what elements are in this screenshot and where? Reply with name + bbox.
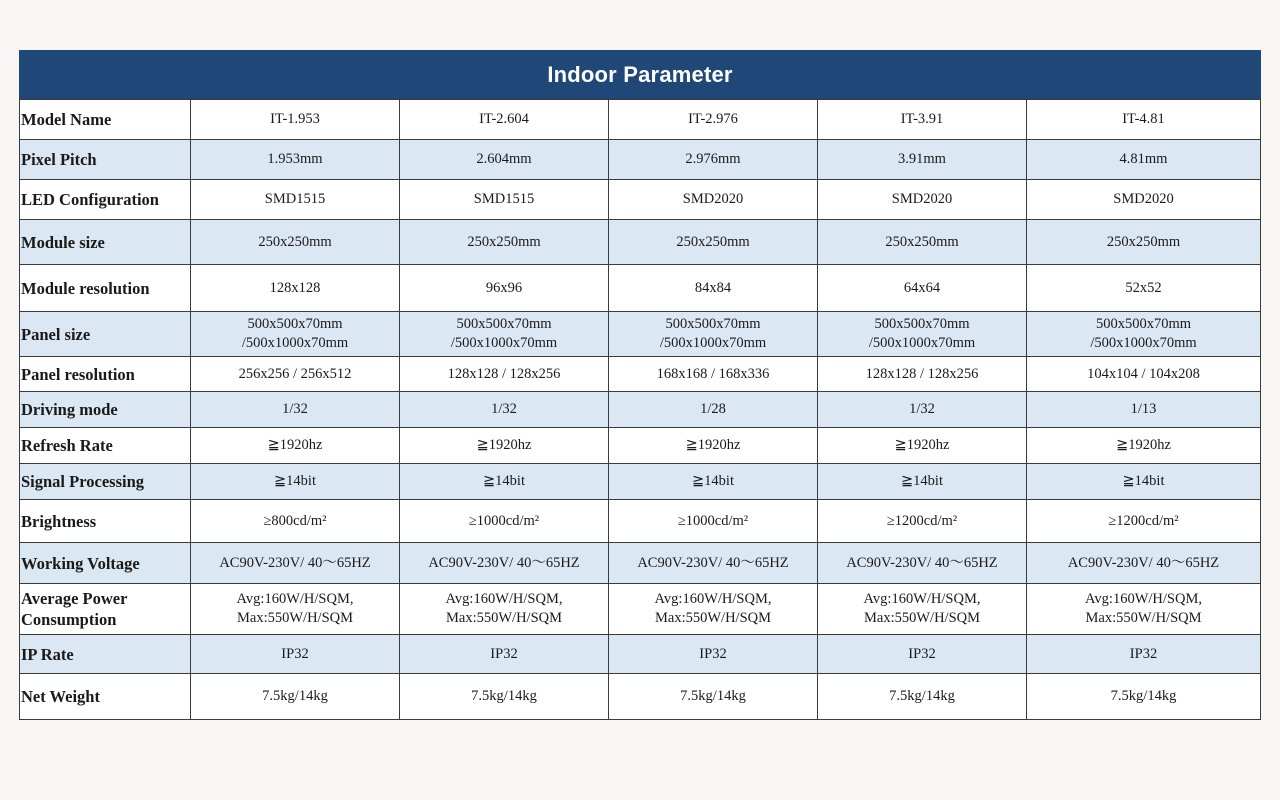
cell-text-line: ≧14bit — [901, 473, 943, 489]
row-label — [20, 543, 191, 584]
value-cell-it-3-91 — [818, 357, 1027, 392]
cell-text-line: /500x1000x70mm — [1090, 335, 1197, 351]
value-cell-it-1-953 — [191, 140, 400, 180]
cell-text-line: ≧14bit — [483, 473, 525, 489]
value-cell-it-4-81 — [1027, 392, 1261, 428]
cell-text-line: Max:550W/H/SQM — [655, 610, 771, 626]
row-panel-size — [20, 312, 1261, 357]
row-pixel-pitch — [20, 140, 1261, 180]
value-cell-it-3-91 — [818, 220, 1027, 265]
table-title-bar — [19, 50, 1261, 99]
cell-text-line: Working Voltage — [21, 553, 140, 573]
row-signal-processing — [20, 464, 1261, 500]
value-cell-it-1-953 — [191, 220, 400, 265]
value-cell-it-2-604 — [400, 220, 609, 265]
value-cell-it-2-604 — [400, 543, 609, 584]
cell-text-line: Refresh Rate — [21, 436, 113, 455]
cell-text-line: 250x250mm — [258, 233, 332, 250]
cell-text-line: IT-4.81 — [1122, 111, 1165, 127]
value-cell-it-4-81 — [1027, 180, 1261, 220]
value-cell-it-2-604 — [400, 392, 609, 428]
cell-text-line: ≧14bit — [692, 473, 734, 489]
cell-text-line: 1/28 — [700, 401, 726, 417]
cell-text-line: 1/32 — [491, 401, 517, 417]
parameter-sheet — [19, 50, 1261, 720]
value-cell-it-2-604 — [400, 265, 609, 312]
cell-text-line: /500x1000x70mm — [450, 335, 558, 351]
cell-text-line: 500x500x70mm — [874, 316, 970, 332]
row-label — [20, 428, 191, 464]
value-cell-it-2-976 — [609, 392, 818, 428]
value-cell-it-4-81 — [1027, 140, 1261, 180]
value-cell-it-4-81 — [1027, 635, 1261, 674]
row-average-power-consumption — [20, 584, 1261, 635]
value-cell-it-3-91 — [818, 428, 1027, 464]
cell-text-line: 84x84 — [694, 279, 732, 296]
row-ip-rate — [20, 635, 1261, 674]
cell-text-line: Avg:160W/H/SQM, — [654, 591, 772, 607]
value-cell-it-2-976 — [609, 180, 818, 220]
value-cell-it-2-604 — [400, 428, 609, 464]
cell-text-line: ≧1920hz — [476, 437, 532, 453]
cell-text-line: ≥1000cd/m² — [677, 512, 749, 529]
cell-text-line: ≧14bit — [1122, 473, 1165, 489]
cell-text-line: /500x1000x70mm — [868, 335, 976, 351]
value-cell-it-4-81 — [1027, 220, 1261, 265]
cell-text-line: ≥1200cd/m² — [1108, 512, 1179, 529]
value-cell-it-1-953 — [191, 312, 400, 357]
cell-text-line: SMD2020 — [891, 191, 953, 207]
row-label — [20, 265, 191, 312]
cell-text-line: 1/32 — [909, 401, 935, 417]
cell-text-line: 96x96 — [485, 279, 523, 296]
cell-text-line: IT-1.953 — [270, 111, 320, 127]
cell-text-line: LED Configuration — [21, 190, 159, 209]
cell-text-line: 500x500x70mm — [456, 316, 552, 332]
cell-text-line: Avg:160W/H/SQM, — [1085, 591, 1202, 607]
row-module-size — [20, 220, 1261, 265]
value-cell-it-2-976 — [609, 635, 818, 674]
cell-text-line: ≧1920hz — [894, 437, 950, 453]
value-cell-it-1-953 — [191, 543, 400, 584]
value-cell-it-2-976 — [609, 140, 818, 180]
cell-text-line: IP32 — [1129, 645, 1158, 662]
cell-text-line: IP32 — [281, 645, 309, 662]
value-cell-it-2-604 — [400, 500, 609, 543]
row-module-resolution — [20, 265, 1261, 312]
cell-text-line: IT-2.976 — [688, 111, 738, 127]
value-cell-it-1-953 — [191, 464, 400, 500]
row-label — [20, 674, 191, 720]
value-cell-it-4-81 — [1027, 464, 1261, 500]
value-cell-it-2-604 — [400, 100, 609, 140]
cell-text-line: Net Weight — [21, 687, 100, 706]
cell-text-line: ≧1920hz — [267, 437, 323, 453]
value-cell-it-2-604 — [400, 312, 609, 357]
cell-text-line: 256x256 / 256x512 — [238, 365, 352, 382]
cell-text-line: 128x128 / 128x256 — [865, 365, 979, 382]
cell-text-line: AC90V-230V/ 40～65HZ — [637, 554, 789, 571]
cell-text-line: 128x128 / 128x256 — [447, 365, 561, 382]
cell-text-line: 3.91mm — [898, 151, 946, 167]
cell-text-line: IP32 — [908, 645, 936, 662]
cell-text-line: 500x500x70mm — [247, 316, 343, 332]
cell-text-line: Average Power — [21, 589, 128, 608]
value-cell-it-2-976 — [609, 428, 818, 464]
cell-text-line: IP32 — [699, 645, 727, 662]
value-cell-it-2-976 — [609, 674, 818, 720]
cell-text-line: ≧1920hz — [1116, 437, 1171, 453]
value-cell-it-4-81 — [1027, 312, 1261, 357]
cell-text-line: SMD2020 — [682, 191, 744, 207]
cell-text-line: Avg:160W/H/SQM, — [236, 591, 354, 607]
cell-text-line: Model Name — [21, 110, 112, 129]
value-cell-it-3-91 — [818, 100, 1027, 140]
cell-text-line: /500x1000x70mm — [659, 335, 767, 351]
cell-text-line: 4.81mm — [1119, 151, 1168, 167]
cell-text-line: IP Rate — [21, 644, 74, 664]
value-cell-it-3-91 — [818, 635, 1027, 674]
value-cell-it-4-81 — [1027, 674, 1261, 720]
cell-text-line: Panel size — [21, 324, 91, 344]
row-label — [20, 220, 191, 265]
value-cell-it-2-604 — [400, 357, 609, 392]
value-cell-it-1-953 — [191, 357, 400, 392]
cell-text-line: Panel resolution — [21, 364, 135, 384]
value-cell-it-2-976 — [609, 584, 818, 635]
value-cell-it-1-953 — [191, 428, 400, 464]
cell-text-line: Avg:160W/H/SQM, — [445, 591, 563, 607]
parameter-table — [19, 99, 1261, 720]
cell-text-line: 7.5kg/14kg — [471, 688, 537, 704]
cell-text-line: 64x64 — [903, 279, 941, 296]
cell-text-line: 7.5kg/14kg — [680, 688, 746, 704]
value-cell-it-4-81 — [1027, 428, 1261, 464]
cell-text-line: 1.953mm — [267, 151, 323, 167]
value-cell-it-2-976 — [609, 312, 818, 357]
cell-text-line: ≥1200cd/m² — [886, 512, 958, 529]
value-cell-it-2-604 — [400, 180, 609, 220]
row-driving-mode — [20, 392, 1261, 428]
value-cell-it-3-91 — [818, 265, 1027, 312]
value-cell-it-2-976 — [609, 464, 818, 500]
cell-text-line: IP32 — [490, 645, 518, 662]
cell-text-line: Max:550W/H/SQM — [864, 610, 980, 626]
value-cell-it-2-976 — [609, 500, 818, 543]
value-cell-it-3-91 — [818, 500, 1027, 543]
value-cell-it-4-81 — [1027, 500, 1261, 543]
cell-text-line: ≧1920hz — [685, 437, 741, 453]
value-cell-it-1-953 — [191, 500, 400, 543]
row-working-voltage — [20, 543, 1261, 584]
value-cell-it-1-953 — [191, 584, 400, 635]
value-cell-it-3-91 — [818, 464, 1027, 500]
cell-text-line: Pixel Pitch — [21, 150, 97, 169]
cell-text-line: ≧14bit — [274, 473, 316, 489]
value-cell-it-3-91 — [818, 180, 1027, 220]
value-cell-it-2-976 — [609, 357, 818, 392]
cell-text-line: 1/32 — [282, 401, 308, 417]
row-label — [20, 500, 191, 543]
cell-text-line: 2.604mm — [476, 151, 532, 167]
value-cell-it-1-953 — [191, 265, 400, 312]
value-cell-it-4-81 — [1027, 543, 1261, 584]
value-cell-it-2-976 — [609, 220, 818, 265]
cell-text-line: IT-3.91 — [900, 111, 944, 127]
cell-text-line: SMD1515 — [473, 191, 535, 207]
cell-text-line: ≥1000cd/m² — [468, 512, 540, 529]
value-cell-it-1-953 — [191, 100, 400, 140]
row-led-configuration — [20, 180, 1261, 220]
row-label — [20, 464, 191, 500]
value-cell-it-2-604 — [400, 140, 609, 180]
cell-text-line: Avg:160W/H/SQM, — [863, 591, 981, 607]
row-label — [20, 100, 191, 140]
cell-text-line: 128x128 — [269, 279, 321, 296]
row-panel-resolution — [20, 357, 1261, 392]
value-cell-it-2-604 — [400, 464, 609, 500]
row-label — [20, 140, 191, 180]
cell-text-line: 168x168 / 168x336 — [656, 365, 770, 382]
cell-text-line: Module size — [21, 232, 105, 252]
value-cell-it-4-81 — [1027, 357, 1261, 392]
cell-text-line: 2.976mm — [685, 151, 741, 167]
cell-text-line: Consumption — [21, 610, 117, 629]
cell-text-line: AC90V-230V/ 40～65HZ — [219, 554, 371, 571]
value-cell-it-4-81 — [1027, 100, 1261, 140]
cell-text-line: Driving mode — [21, 400, 118, 419]
value-cell-it-3-91 — [818, 140, 1027, 180]
value-cell-it-3-91 — [818, 543, 1027, 584]
value-cell-it-2-604 — [400, 635, 609, 674]
cell-text-line: 1/13 — [1130, 401, 1157, 417]
value-cell-it-2-604 — [400, 584, 609, 635]
cell-text-line: /500x1000x70mm — [241, 335, 349, 351]
value-cell-it-2-976 — [609, 265, 818, 312]
row-label — [20, 392, 191, 428]
value-cell-it-3-91 — [818, 392, 1027, 428]
cell-text-line: 7.5kg/14kg — [889, 688, 955, 704]
cell-text-line: Signal Processing — [21, 472, 145, 491]
row-label — [20, 312, 191, 357]
cell-text-line: Max:550W/H/SQM — [1085, 610, 1202, 626]
value-cell-it-3-91 — [818, 584, 1027, 635]
value-cell-it-2-604 — [400, 674, 609, 720]
value-cell-it-3-91 — [818, 674, 1027, 720]
value-cell-it-2-976 — [609, 100, 818, 140]
row-label — [20, 357, 191, 392]
cell-text-line: Max:550W/H/SQM — [237, 610, 353, 626]
row-brightness — [20, 500, 1261, 543]
value-cell-it-1-953 — [191, 674, 400, 720]
value-cell-it-2-976 — [609, 543, 818, 584]
value-cell-it-1-953 — [191, 392, 400, 428]
row-refresh-rate — [20, 428, 1261, 464]
parameter-table-body — [20, 100, 1261, 720]
cell-text-line: ≥800cd/m² — [263, 512, 327, 529]
cell-text-line: AC90V-230V/ 40～65HZ — [1067, 554, 1220, 571]
cell-text-line: 7.5kg/14kg — [1110, 688, 1177, 704]
row-label — [20, 635, 191, 674]
cell-text-line: 250x250mm — [676, 233, 750, 250]
cell-text-line: AC90V-230V/ 40～65HZ — [846, 554, 998, 571]
cell-text-line: 104x104 / 104x208 — [1087, 365, 1200, 382]
cell-text-line: 52x52 — [1125, 279, 1162, 296]
value-cell-it-4-81 — [1027, 584, 1261, 635]
cell-text-line: 250x250mm — [1106, 233, 1181, 250]
cell-text-line: SMD1515 — [264, 191, 326, 207]
value-cell-it-3-91 — [818, 312, 1027, 357]
row-label — [20, 584, 191, 635]
cell-text-line: Brightness — [21, 511, 97, 531]
value-cell-it-1-953 — [191, 180, 400, 220]
cell-text-line: 500x500x70mm — [665, 316, 761, 332]
cell-text-line: 250x250mm — [885, 233, 959, 250]
cell-text-line: SMD2020 — [1113, 191, 1174, 207]
cell-text-line: AC90V-230V/ 40～65HZ — [428, 554, 580, 571]
cell-text-line: 500x500x70mm — [1095, 316, 1192, 332]
value-cell-it-1-953 — [191, 635, 400, 674]
cell-text-line: 250x250mm — [467, 233, 541, 250]
table-title: Indoor Parameter — [547, 61, 733, 87]
value-cell-it-4-81 — [1027, 265, 1261, 312]
row-label — [20, 180, 191, 220]
row-net-weight — [20, 674, 1261, 720]
cell-text-line: Module resolution — [21, 278, 150, 298]
cell-text-line: IT-2.604 — [479, 111, 529, 127]
cell-text-line: Max:550W/H/SQM — [446, 610, 562, 626]
row-model-name — [20, 100, 1261, 140]
cell-text-line: 7.5kg/14kg — [262, 688, 328, 704]
